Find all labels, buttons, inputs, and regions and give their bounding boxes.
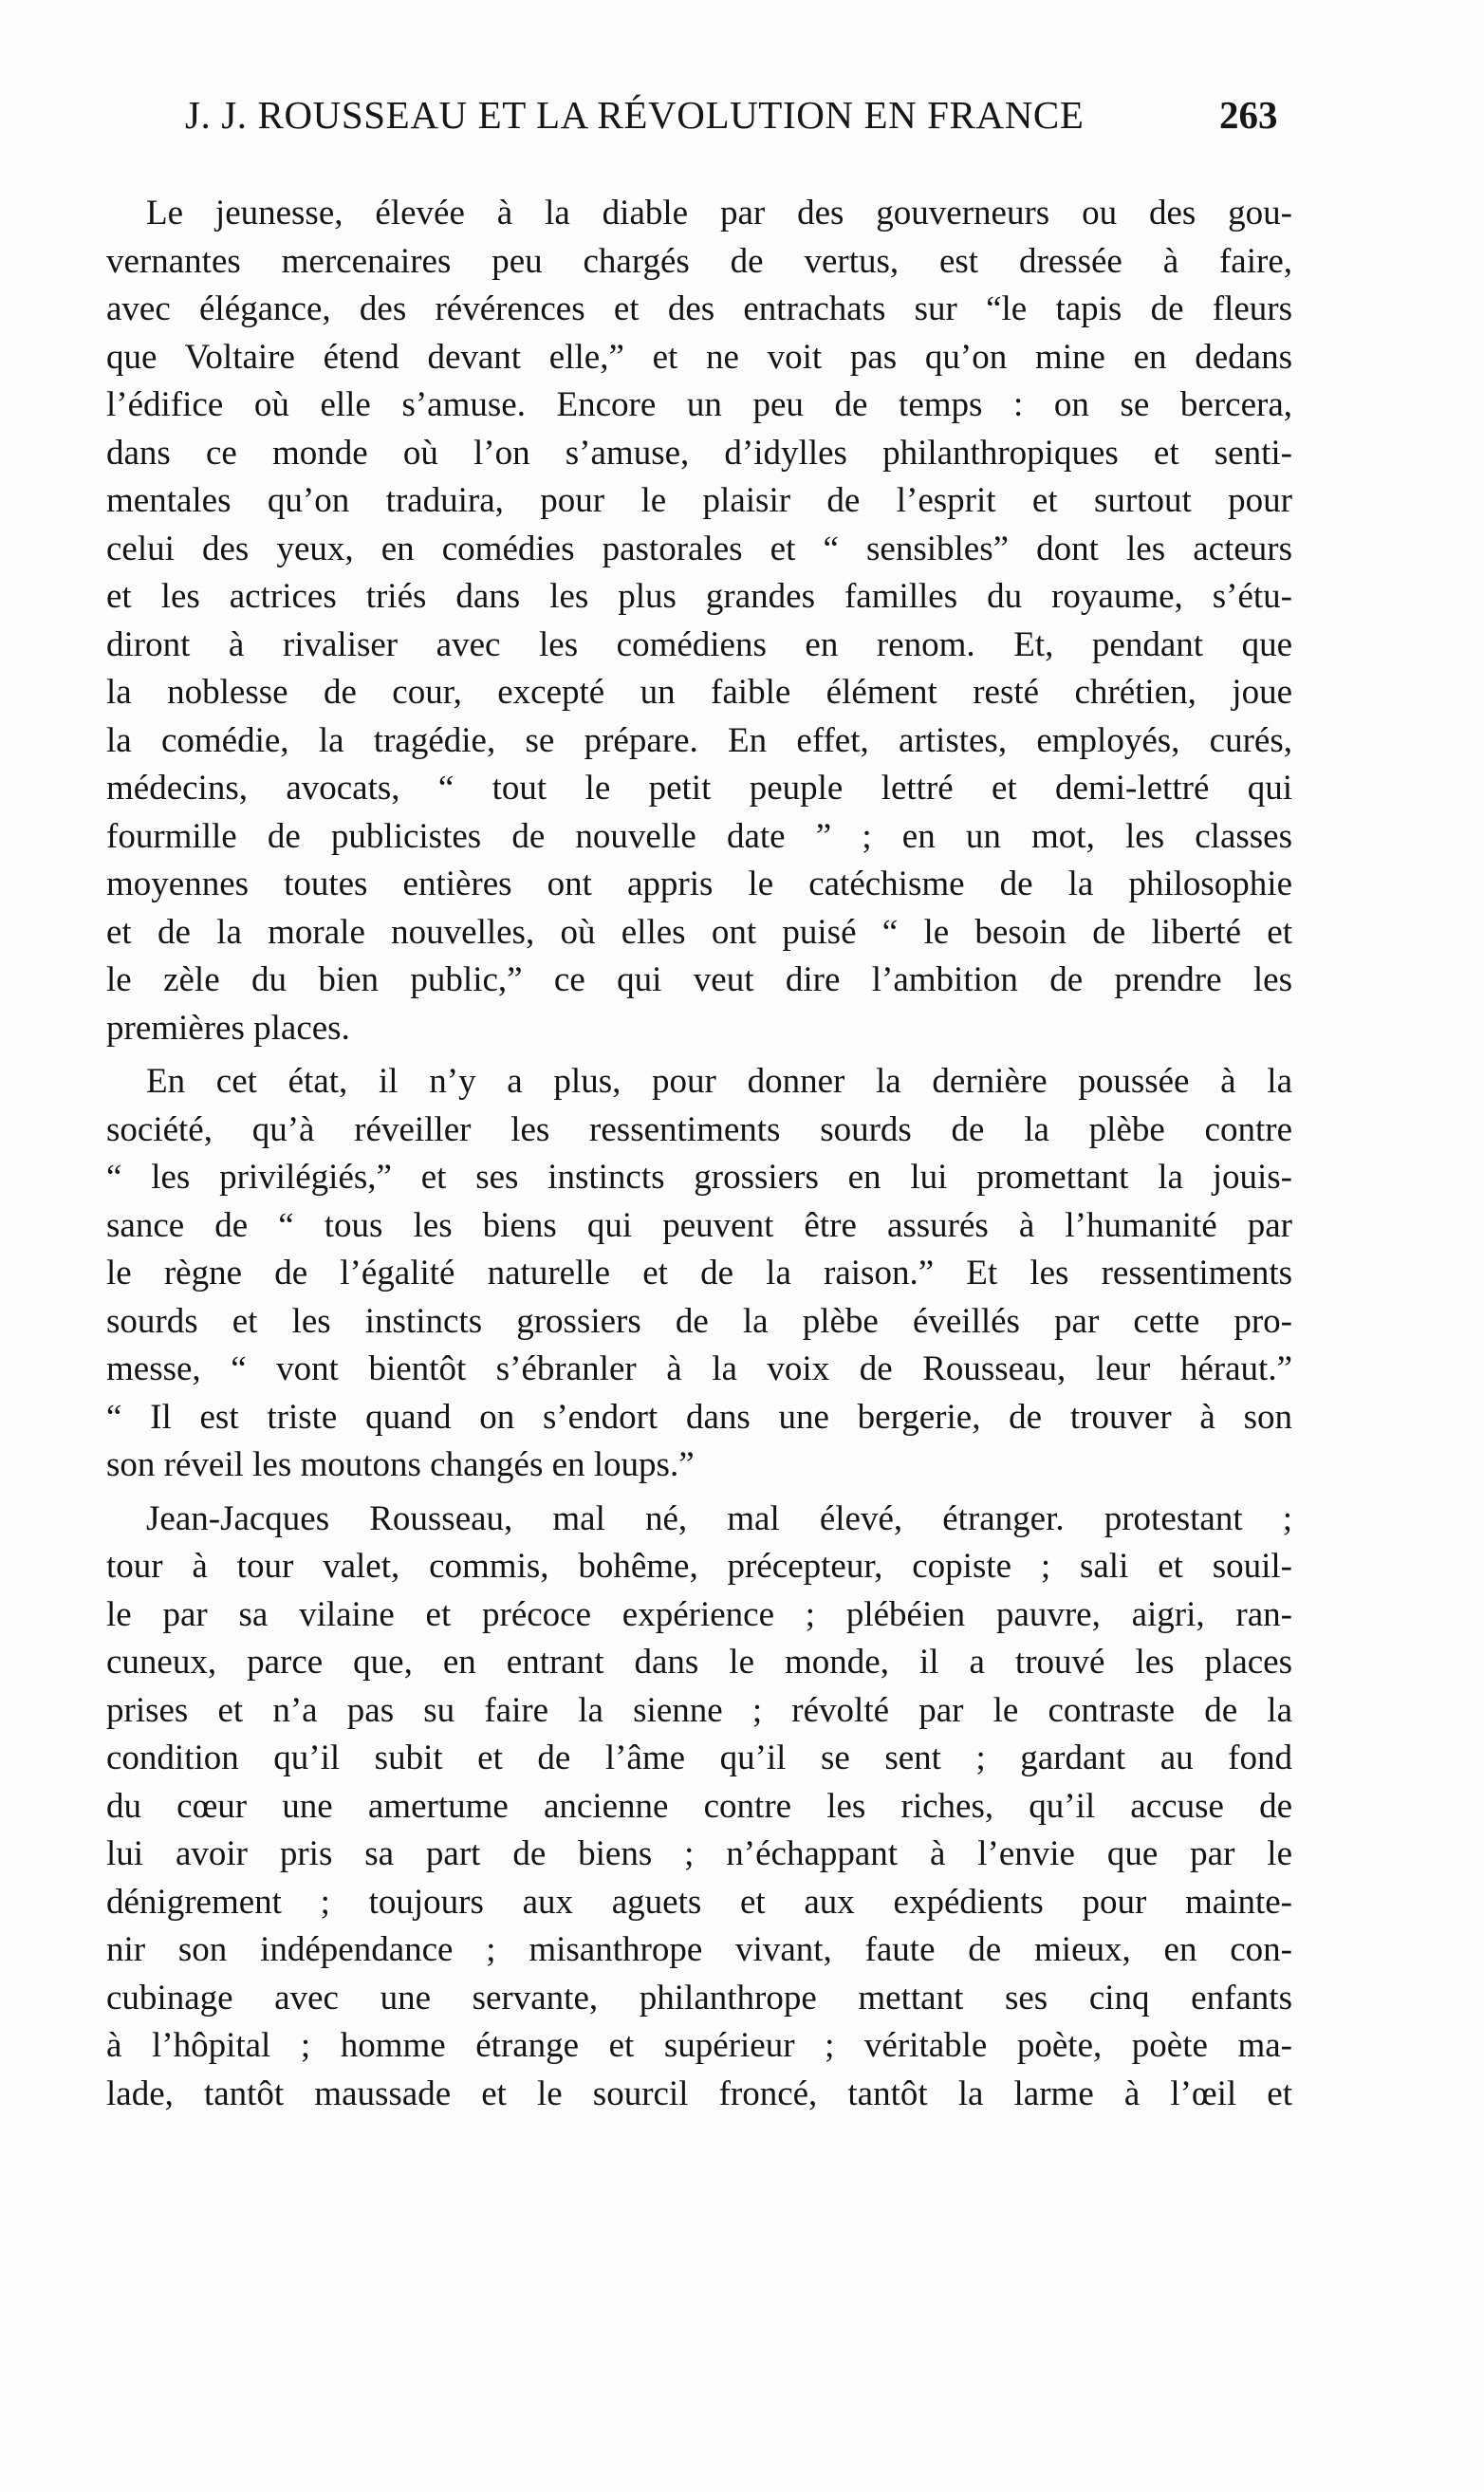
text-line: condition qu’il subit et de l’âme qu’il se sent ; gardant au fond	[106, 1739, 1292, 1777]
text-line: Le jeunesse, élevée à la diable par des gouverneurs ou des gou-	[146, 194, 1292, 232]
text-line: messe, “ vont bientôt s’ébranler à la voix de Rousseau, leur héraut.”	[106, 1349, 1292, 1388]
text-line: tour à tour valet, commis, bohême, précepteur, copiste ; sali et souil-	[106, 1547, 1292, 1586]
text-line: du cœur une amertume ancienne contre les riches, qu’il accuse de	[106, 1786, 1292, 1826]
text-line: et de la morale nouvelles, où elles ont puisé “ le besoin de liberté et	[106, 912, 1292, 952]
text-line: vernantes mercenaires peu chargés de vertus, est dressée à faire,	[106, 241, 1292, 281]
text-line: En cet état, il n’y a plus, pour donner la dernière poussée à la	[146, 1062, 1292, 1101]
text-line: diront à rivaliser avec les comédiens en renom. Et, pendant que	[106, 624, 1292, 664]
text-line: le par sa vilaine et précoce expérience ; plébéien pauvre, aigri, ran-	[106, 1594, 1292, 1634]
text-line: et les actrices triés dans les plus grandes familles du royaume, s’étu-	[106, 577, 1292, 616]
text-line: celui des yeux, en comédies pastorales et “ sensibles” dont les acteurs	[106, 529, 1292, 568]
text-line: la noblesse de cour, excepté un faible élément resté chrétien, joue	[106, 673, 1292, 712]
text-line: nir son indépendance ; misanthrope vivant, faute de mieux, en con-	[106, 1930, 1292, 1969]
text-line: l’édifice où elle s’amuse. Encore un peu de temps : on se bercera,	[106, 385, 1292, 424]
paragraph	[106, 190, 1292, 1052]
text-line: dans ce monde où l’on s’amuse, d’idylles philanthropiques et senti-	[106, 433, 1292, 473]
text-line: sourds et les instincts grossiers de la plèbe éveillés par cette pro-	[106, 1301, 1292, 1341]
text-line: “ Il est triste quand on s’endort dans une bergerie, de trouver à son	[106, 1397, 1292, 1437]
running-title: J. J. ROUSSEAU ET LA RÉVOLUTION EN FRANCE	[185, 93, 1085, 137]
text-line: le règne de l’égalité naturelle et de la raison.” Et les ressentiments	[106, 1254, 1292, 1292]
page-number: 263	[1219, 93, 1278, 137]
text-line: médecins, avocats, “ tout le petit peuple lettré et demi-lettré qui	[106, 769, 1292, 808]
paragraph	[106, 1058, 1292, 1490]
paragraph	[106, 1496, 1292, 2119]
text-line: dénigrement ; toujours aux aguets et aux expédients pour mainte-	[106, 1882, 1292, 1922]
text-line: premières places.	[106, 1008, 350, 1048]
text-line: société, qu’à réveiller les ressentiments sourds de la plèbe contre	[106, 1109, 1292, 1149]
text-line: moyennes toutes entières ont appris le catéchisme de la philosophie	[106, 865, 1292, 903]
text-line: fourmille de publicistes de nouvelle date ” ; en un mot, les classes	[106, 816, 1292, 856]
text-line: “ les privilégiés,” et ses instincts grossiers en lui promettant la jouis-	[106, 1158, 1292, 1197]
text-line: sance de “ tous les biens qui peuvent être assurés à l’humanité par	[106, 1205, 1292, 1245]
text-line: le zèle du bien public,” ce qui veut dire l’ambition de prendre les	[106, 960, 1292, 999]
text-line: son réveil les moutons changés en loups.”	[106, 1445, 695, 1484]
text-line: la comédie, la tragédie, se prépare. En effet, artistes, employés, curés,	[106, 720, 1292, 760]
text-line: lade, tantôt maussade et le sourcil froncé, tantôt la larme à l’œil et	[106, 2074, 1292, 2113]
text-line: à l’hôpital ; homme étrange et supérieur ; véritable poète, poète ma-	[106, 2026, 1292, 2065]
text-line: cuneux, parce que, en entrant dans le monde, il a trouvé les places	[106, 1643, 1292, 1682]
text-line: mentales qu’on traduira, pour le plaisir de l’esprit et surtout pour	[106, 481, 1292, 520]
text-line: prises et n’a pas su faire la sienne ; révolté par le contraste de la	[106, 1690, 1292, 1730]
text-line: que Voltaire étend devant elle,” et ne voit pas qu’on mine en dedans	[106, 337, 1292, 377]
text-line: avec élégance, des révérences et des entrachats sur “le tapis de fleurs	[106, 289, 1292, 328]
text-line: cubinage avec une servante, philanthrope mettant ses cinq enfants	[106, 1978, 1292, 2018]
text-line: lui avoir pris sa part de biens ; n’échappant à l’envie que par le	[106, 1834, 1292, 1873]
text-line: Jean-Jacques Rousseau, mal né, mal élevé, étranger. protestant ;	[146, 1498, 1292, 1538]
body-text	[106, 190, 1292, 2124]
